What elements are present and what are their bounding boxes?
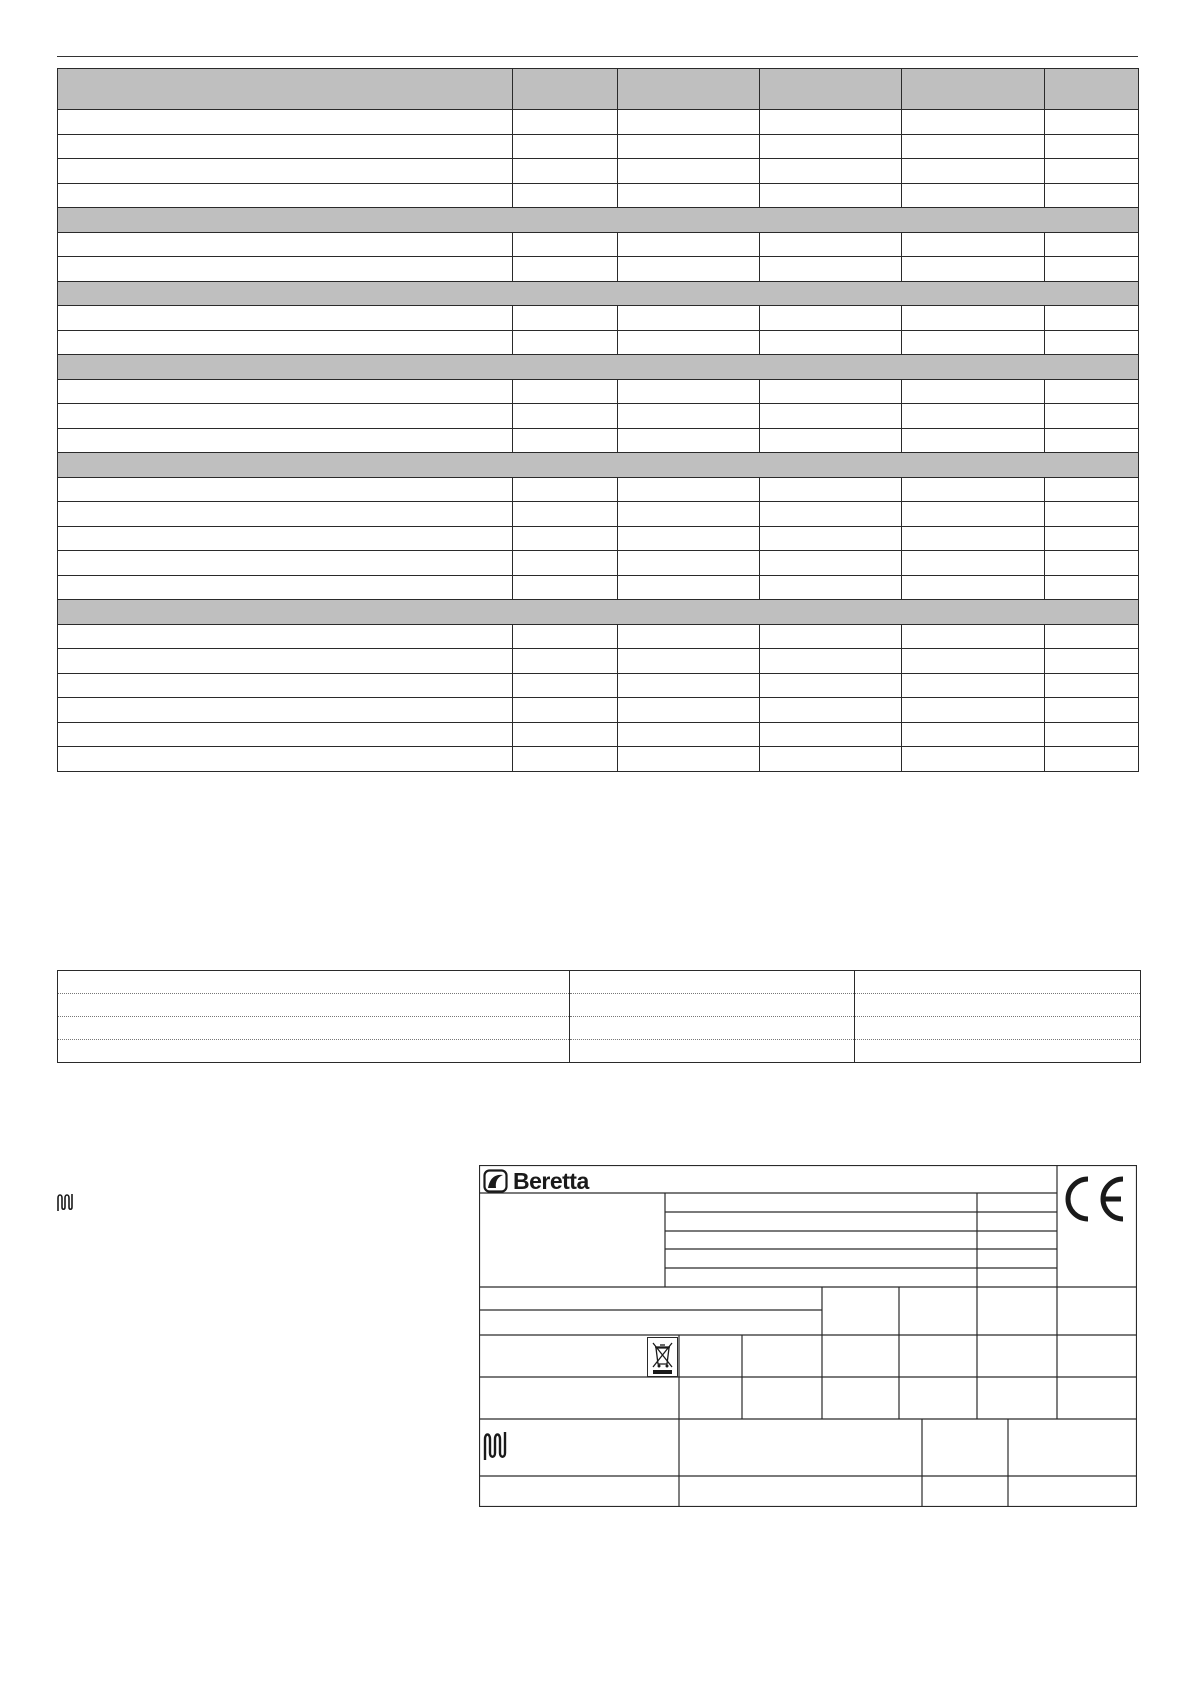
- table-row: [58, 698, 1139, 723]
- table-row: [58, 404, 1139, 429]
- table-row: [58, 502, 1139, 527]
- section-row: [58, 453, 1139, 478]
- table-row: [58, 330, 1139, 355]
- table-row: [58, 649, 1139, 674]
- table-row: [58, 624, 1139, 649]
- table-row: [58, 971, 1141, 994]
- table-row: [58, 1017, 1141, 1040]
- brand-logo: [483, 1169, 589, 1193]
- spec-table: [57, 68, 1139, 772]
- table-row: [58, 747, 1139, 772]
- table-row: [58, 159, 1139, 184]
- radiator-icon: [482, 1430, 508, 1462]
- table-row: [58, 379, 1139, 404]
- brand-name: Beretta: [513, 1168, 589, 1194]
- spec-table-header: [58, 69, 1139, 110]
- table-row: [58, 134, 1139, 159]
- table-row: [58, 994, 1141, 1017]
- radiator-icon: [56, 1192, 74, 1212]
- beretta-logo-icon: [483, 1169, 509, 1193]
- ce-mark-icon: [1057, 1173, 1129, 1225]
- table-row: [58, 551, 1139, 576]
- section-row: [58, 208, 1139, 233]
- rating-plate: [479, 1165, 1137, 1507]
- table-row: [58, 110, 1139, 135]
- table-row: [58, 722, 1139, 747]
- table-row: [58, 673, 1139, 698]
- table-row: [58, 575, 1139, 600]
- rating-plate-grid: [479, 1165, 1137, 1507]
- dotted-table: [57, 970, 1141, 1063]
- table-row: [58, 232, 1139, 257]
- table-row: [58, 306, 1139, 331]
- table-row: [58, 183, 1139, 208]
- section-row: [58, 600, 1139, 625]
- table-row: [58, 428, 1139, 453]
- table-row: [58, 477, 1139, 502]
- table-row: [58, 526, 1139, 551]
- table-row: [58, 257, 1139, 282]
- section-row: [58, 281, 1139, 306]
- section-row: [58, 355, 1139, 380]
- crossed-out-bin-icon: [647, 1337, 678, 1377]
- top-rule: [57, 56, 1138, 57]
- table-row: [58, 1040, 1141, 1063]
